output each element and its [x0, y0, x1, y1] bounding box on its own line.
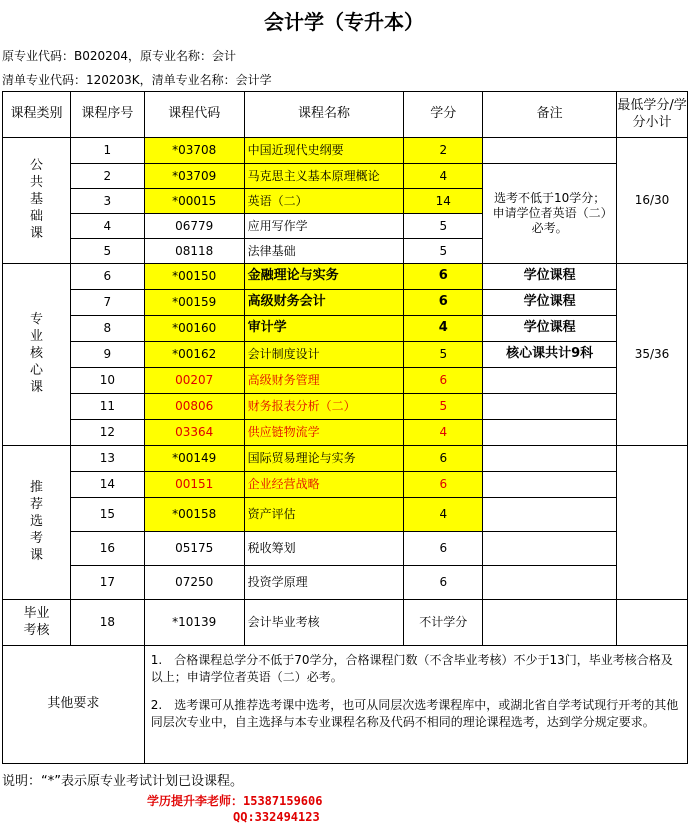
core-min-credit: 35/36 [617, 264, 688, 446]
row-name: 资产评估 [244, 498, 404, 532]
row-remark [483, 394, 617, 420]
header-code: 课程代码 [144, 92, 244, 138]
row-remark [483, 566, 617, 600]
row-credit: 6 [404, 566, 483, 600]
other-label: 其他要求 [3, 646, 145, 764]
header-remark: 备注 [483, 92, 617, 138]
row-credit: 6 [404, 368, 483, 394]
row-name: 企业经营战略 [244, 472, 404, 498]
row-code: *00149 [144, 446, 244, 472]
table-row [3, 600, 688, 646]
row-seq: 10 [70, 368, 144, 394]
row-credit: 4 [404, 498, 483, 532]
page-title: 会计学（专升本） [264, 10, 424, 34]
table-row [3, 532, 688, 566]
row-remark [483, 472, 617, 498]
row-remark: 学位课程 [483, 316, 617, 342]
row-name: 高级财务会计 [244, 290, 404, 316]
row-code: *00158 [144, 498, 244, 532]
footnote: 说明：“*”表示原专业考试计划已设课程。 [2, 774, 243, 789]
contact-qq: QQ:332494123 [233, 810, 320, 824]
table-row [3, 342, 688, 368]
other-requirements [144, 646, 687, 764]
row-credit: 4 [404, 420, 483, 446]
row-code: 05175 [144, 532, 244, 566]
table-header [3, 92, 688, 138]
row-name: 税收筹划 [244, 532, 404, 566]
row-remark [483, 446, 617, 472]
row-remark [483, 368, 617, 394]
row-remark: 核心课共计9科 [483, 342, 617, 368]
table-row [3, 138, 688, 164]
row-seq: 5 [70, 239, 144, 264]
row-seq: 4 [70, 214, 144, 239]
table-row [3, 446, 688, 472]
row-credit: 6 [404, 264, 483, 290]
row-code: 00207 [144, 368, 244, 394]
row-remark [483, 498, 617, 532]
row-name: 应用写作学 [244, 214, 404, 239]
row-name: 供应链物流学 [244, 420, 404, 446]
row-credit: 6 [404, 290, 483, 316]
row-seq: 13 [70, 446, 144, 472]
row-name: 英语（二） [244, 189, 404, 214]
public-min-credit: 16/30 [617, 138, 688, 264]
table-row [3, 290, 688, 316]
row-seq: 2 [70, 164, 144, 189]
row-seq: 7 [70, 290, 144, 316]
table-row [3, 420, 688, 446]
table-row [3, 472, 688, 498]
row-remark [483, 138, 617, 164]
table-row [3, 164, 688, 189]
header-credit: 学分 [404, 92, 483, 138]
public-remark: 选考不低于10学分；申请学位者英语（二）必考。 [483, 164, 617, 264]
row-code: 08118 [144, 239, 244, 264]
row-seq: 3 [70, 189, 144, 214]
row-code: 03364 [144, 420, 244, 446]
row-code: 07250 [144, 566, 244, 600]
row-code: *00159 [144, 290, 244, 316]
header-name: 课程名称 [244, 92, 404, 138]
row-remark [483, 532, 617, 566]
row-credit: 5 [404, 214, 483, 239]
row-credit: 5 [404, 342, 483, 368]
requirement-1: 1. 合格课程总学分不低于70学分，合格课程门数（不含毕业考核）不少于13门，毕业考核合格及以上；申请学位者英语（二）必考。 [150, 653, 673, 685]
row-name: 法律基础 [244, 239, 404, 264]
table-row [3, 316, 688, 342]
row-remark [483, 420, 617, 446]
row-name: 中国近现代史纲要 [244, 138, 404, 164]
row-code: 00151 [144, 472, 244, 498]
table-row [3, 394, 688, 420]
group-grad: 毕业考核 [3, 600, 71, 646]
table-row [3, 498, 688, 532]
row-code: *00160 [144, 316, 244, 342]
row-seq: 16 [70, 532, 144, 566]
row-seq: 14 [70, 472, 144, 498]
row-code: *03708 [144, 138, 244, 164]
row-code: *10139 [144, 600, 244, 646]
table-row [3, 368, 688, 394]
row-name: 审计学 [244, 316, 404, 342]
row-remark: 学位课程 [483, 290, 617, 316]
row-name: 会计毕业考核 [244, 600, 404, 646]
requirement-2: 2. 选考课可从推荐选考课中选考，也可从同层次选考课程库中，或湖北省自学考试现行开考的其他同层次专业中，自主选择与本专业课程名称及代码不相同的理论课程选考，达到学分规定要求。 [150, 697, 679, 730]
row-code: *00162 [144, 342, 244, 368]
row-seq: 12 [70, 420, 144, 446]
group-core: 专业核心课 [3, 264, 71, 446]
row-seq: 15 [70, 498, 144, 532]
row-seq: 9 [70, 342, 144, 368]
header-seq: 课程序号 [70, 92, 144, 138]
row-credit: 6 [404, 446, 483, 472]
table-row [3, 566, 688, 600]
row-credit: 6 [404, 472, 483, 498]
row-name: 会计制度设计 [244, 342, 404, 368]
row-remark [483, 600, 617, 646]
row-name: 财务报表分析（二） [244, 394, 404, 420]
row-name: 金融理论与实务 [244, 264, 404, 290]
row-code: *00015 [144, 189, 244, 214]
original-major-info: 原专业代码：B020204，原专业名称：会计 [2, 49, 237, 63]
header-category: 课程类别 [3, 92, 71, 138]
row-credit: 2 [404, 138, 483, 164]
group-public: 公共基础课 [3, 138, 71, 264]
row-seq: 6 [70, 264, 144, 290]
contact-phone: 学历提升李老师：15387159606 [147, 794, 323, 808]
row-credit: 4 [404, 316, 483, 342]
other-requirements-row [3, 646, 688, 764]
course-table [2, 91, 688, 764]
row-name: 国际贸易理论与实务 [244, 446, 404, 472]
row-seq: 8 [70, 316, 144, 342]
row-credit: 6 [404, 532, 483, 566]
row-credit: 4 [404, 164, 483, 189]
row-seq: 1 [70, 138, 144, 164]
row-code: *00150 [144, 264, 244, 290]
table-row [3, 264, 688, 290]
row-credit: 5 [404, 394, 483, 420]
elective-min-credit [617, 446, 688, 600]
row-credit: 不计学分 [404, 600, 483, 646]
row-seq: 17 [70, 566, 144, 600]
row-code: *03709 [144, 164, 244, 189]
list-major-info: 清单专业代码：120203K，清单专业名称：会计学 [2, 73, 272, 87]
row-name: 马克思主义基本原理概论 [244, 164, 404, 189]
row-credit: 5 [404, 239, 483, 264]
row-name: 投资学原理 [244, 566, 404, 600]
row-credit: 14 [404, 189, 483, 214]
row-remark: 学位课程 [483, 264, 617, 290]
row-seq: 11 [70, 394, 144, 420]
group-elective: 推荐选考课 [3, 446, 71, 600]
row-seq: 18 [70, 600, 144, 646]
grad-min-credit [617, 600, 688, 646]
row-name: 高级财务管理 [244, 368, 404, 394]
header-min-credit: 最低学分/学分小计 [617, 92, 688, 138]
row-code: 06779 [144, 214, 244, 239]
row-code: 00806 [144, 394, 244, 420]
